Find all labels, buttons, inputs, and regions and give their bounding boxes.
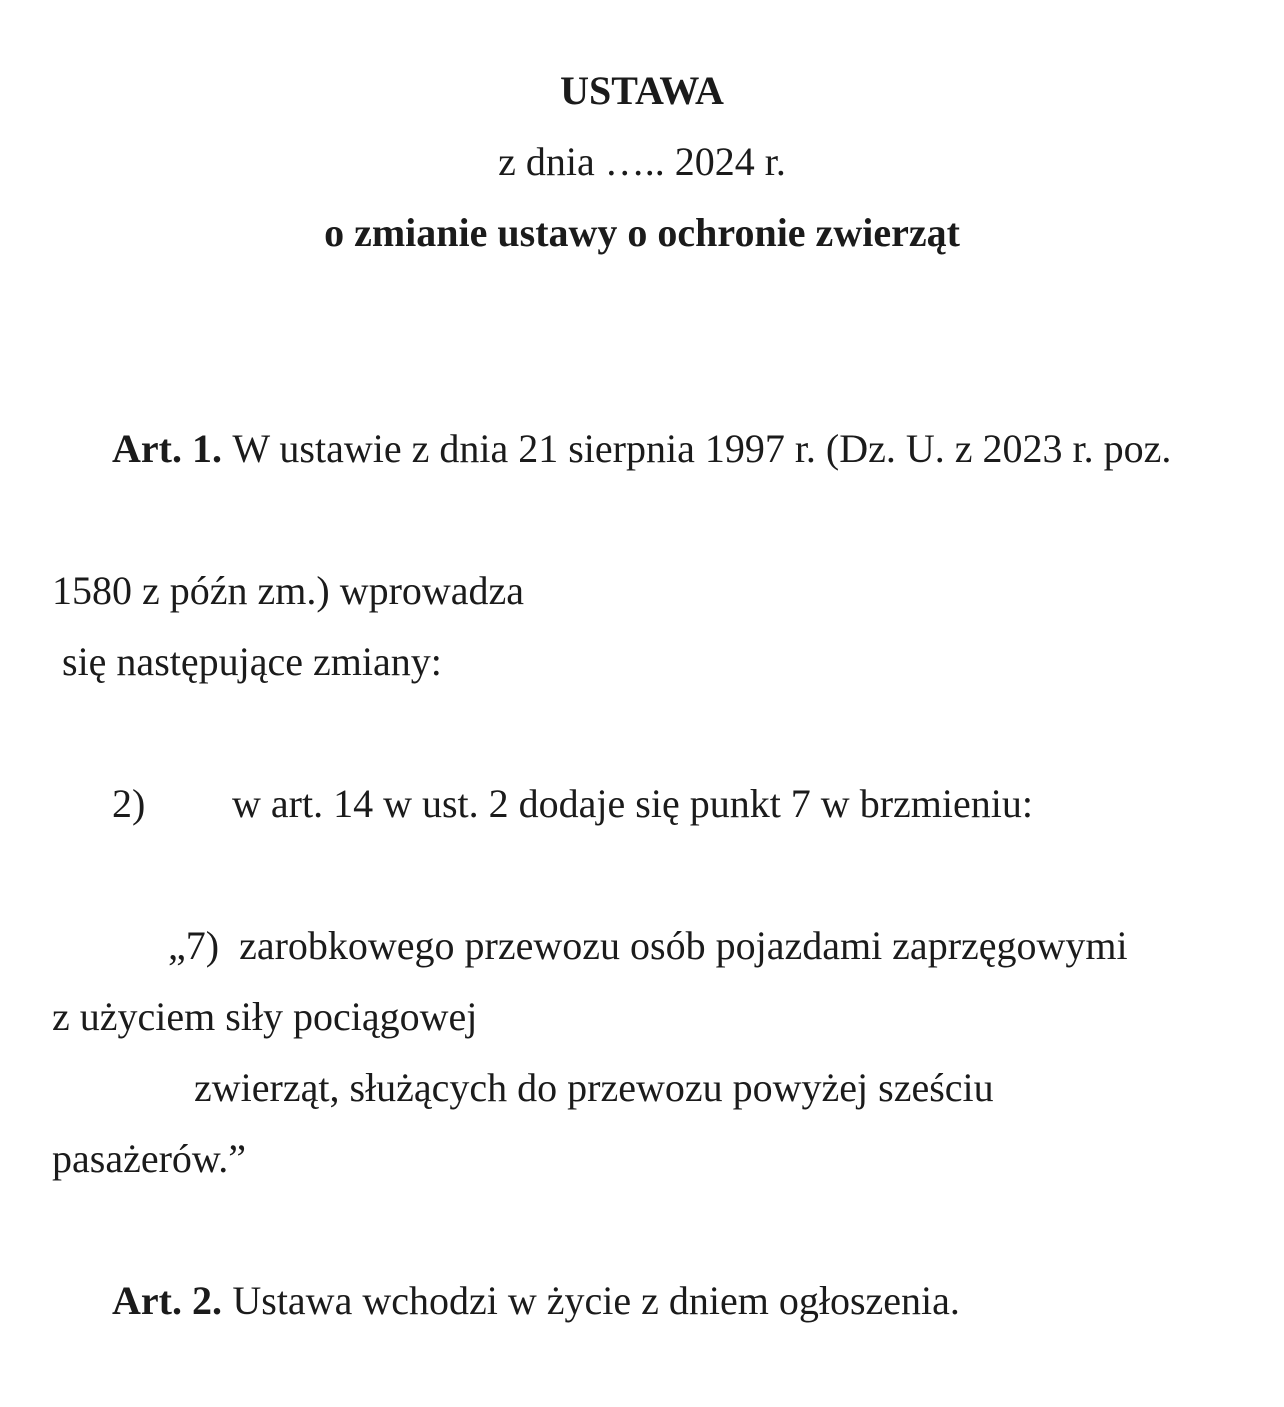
document-date-line: z dnia ….. 2024 r. <box>498 139 786 184</box>
article1-label: Art. 1. <box>112 426 222 471</box>
document-subject-line: o zmianie ustawy o ochronie zwierząt <box>324 210 960 255</box>
article1-intro-line1 <box>52 342 1254 555</box>
point7-line2: z użyciem siły pociągowej <box>52 994 478 1039</box>
article2-label: Art. 2. <box>112 1278 222 1323</box>
point7-line4: pasażerów.” <box>52 1136 246 1181</box>
document-title: USTAWA <box>560 68 724 113</box>
document-header <box>0 0 1284 268</box>
article2-text: Ustawa wchodzi w życie z dniem ogłoszenia. <box>232 1278 960 1323</box>
article2-line <box>52 1194 1254 1407</box>
point7-line1: „7) zarobkowego przewozu osób pojazdami zaprzęgowymi <box>168 923 1128 968</box>
point7-line3: zwierząt, służących do przewozu powyżej sześciu <box>194 1065 994 1110</box>
article1-intro-line2: 1580 z późn zm.) wprowadza <box>52 568 525 613</box>
point2-text: w art. 14 w ust. 2 dodaje się punkt 7 w brzmieniu: <box>232 781 1033 826</box>
document-body <box>0 342 1284 1407</box>
article1-point2 <box>52 697 1254 910</box>
article1-intro-line1-text: W ustawie z dnia 21 sierpnia 1997 r. (Dz. U. z 2023 r. poz. <box>232 426 1172 471</box>
article1-intro-line3: się następujące zmiany: <box>52 639 442 684</box>
point2-marker: 2) <box>112 781 146 826</box>
